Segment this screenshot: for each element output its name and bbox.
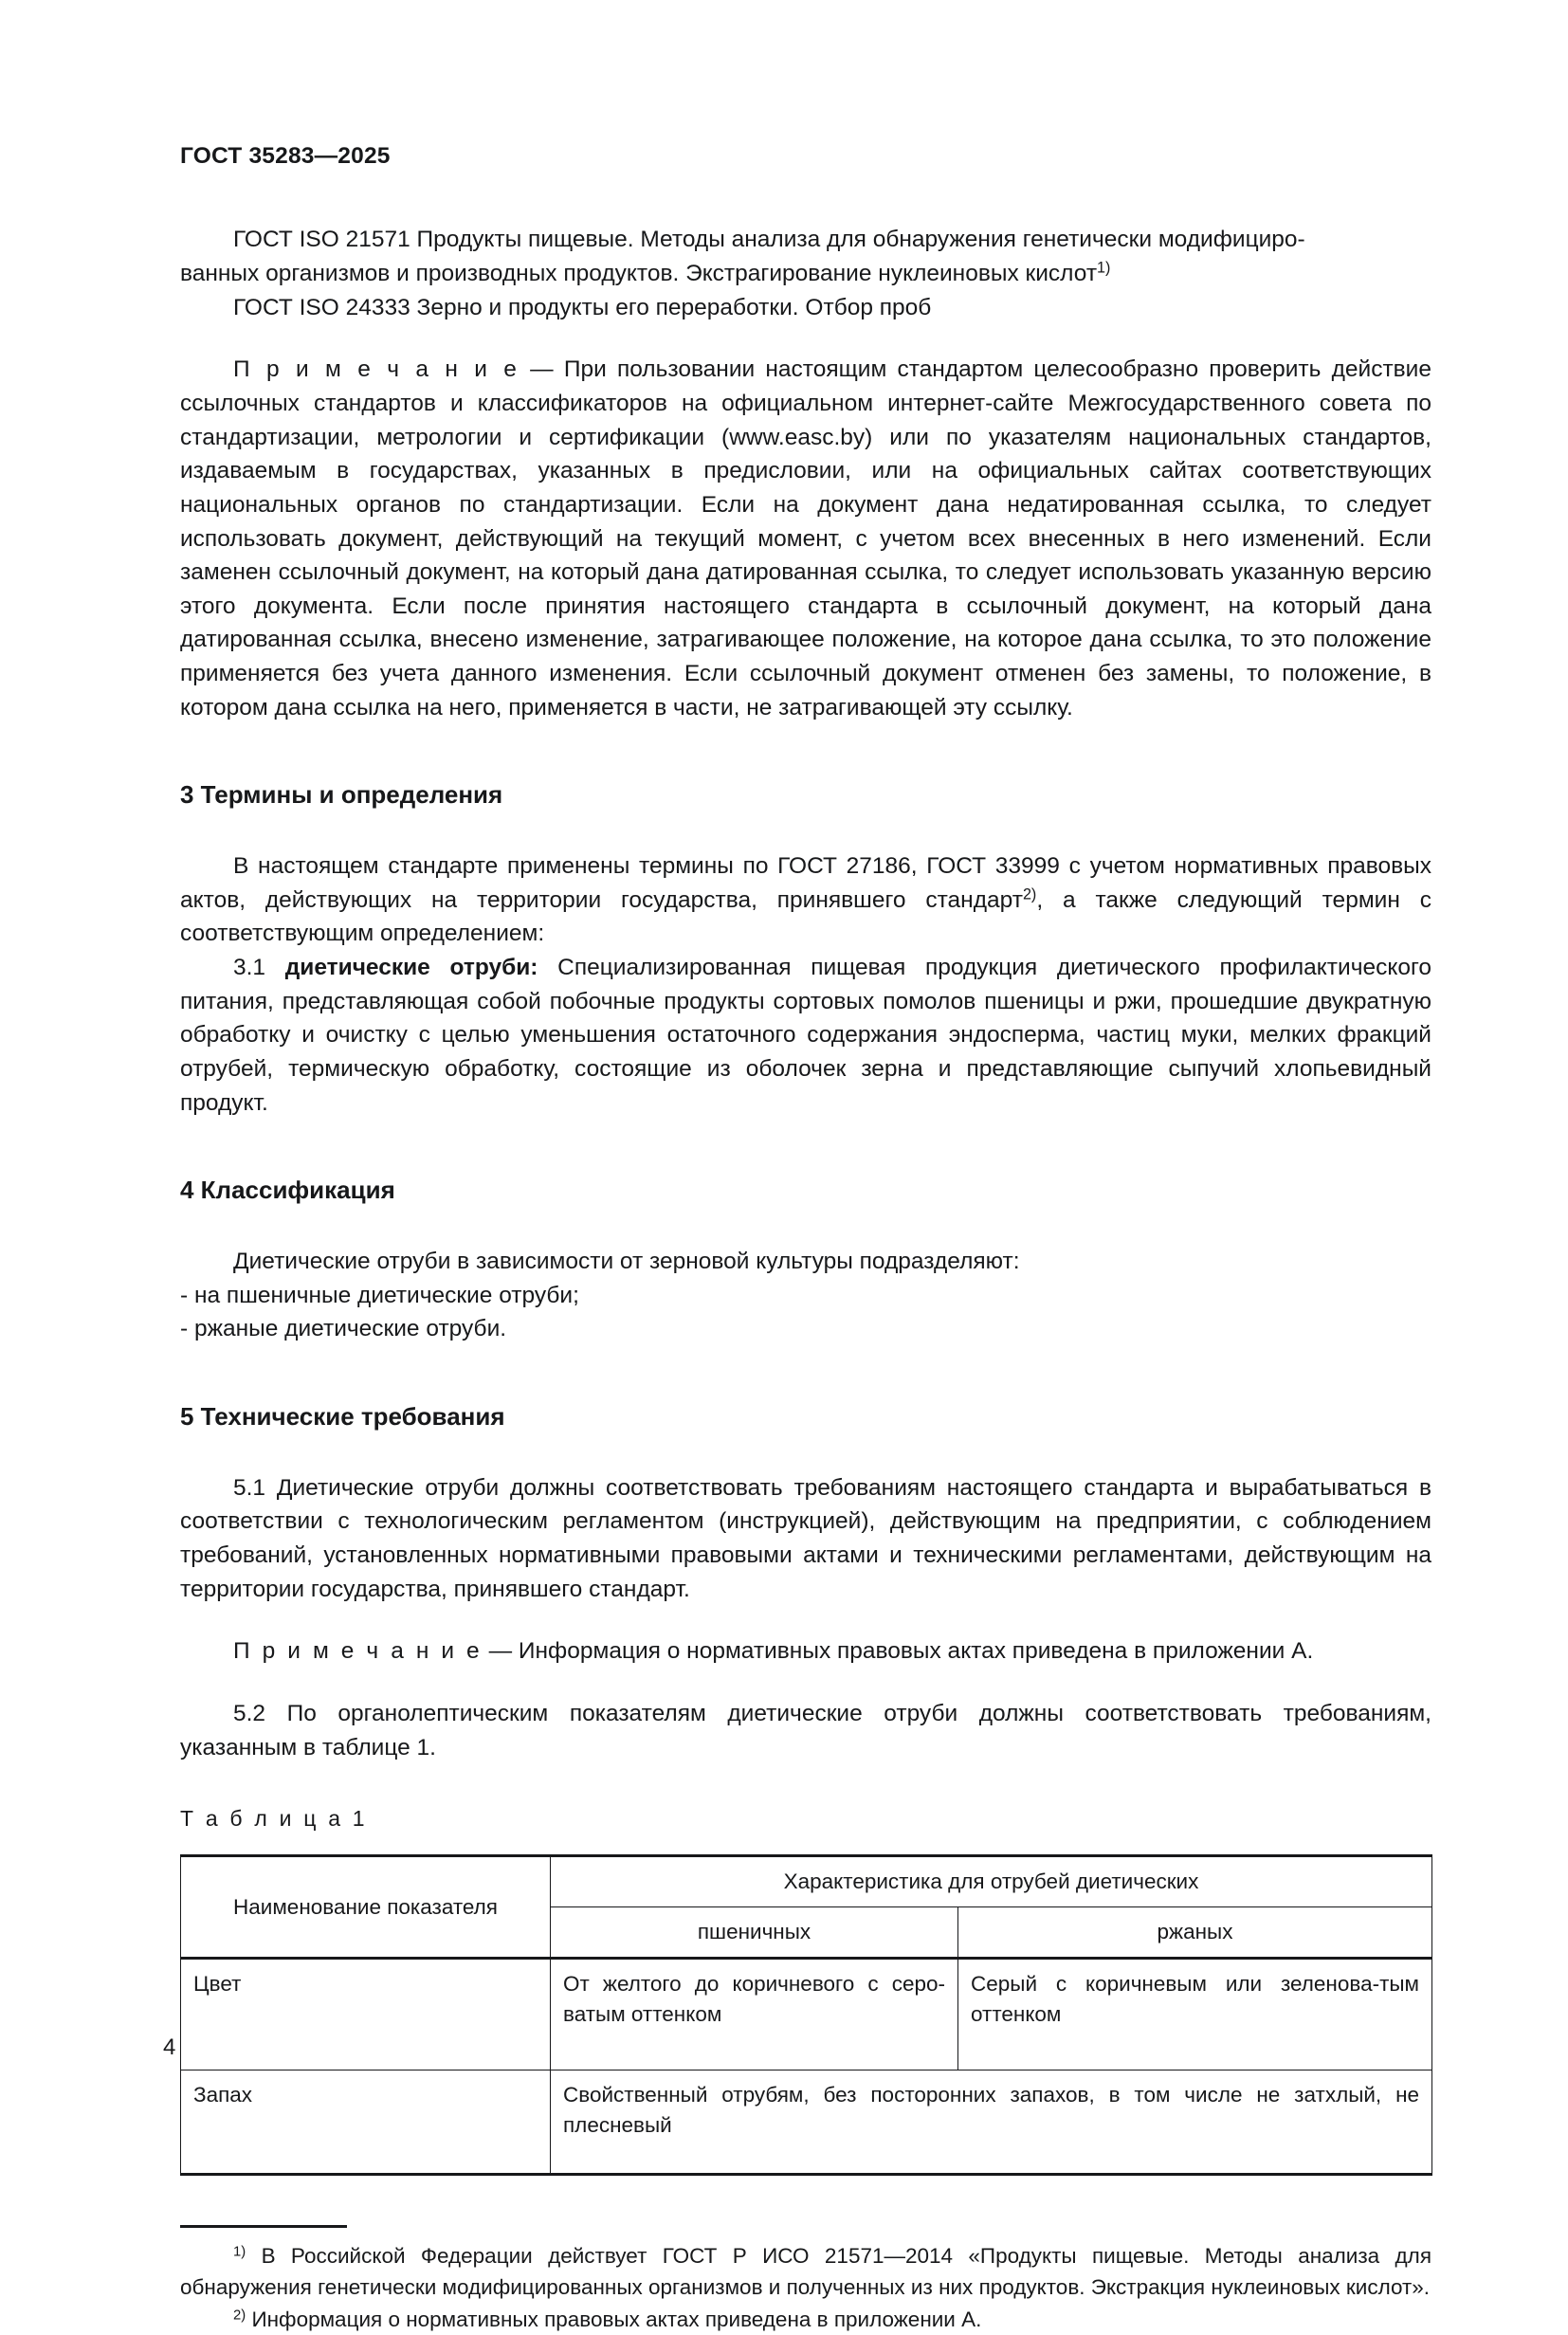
note-references (180, 353, 1431, 724)
section4-list-item-1: - на пшеничные диетические отруби; (180, 1282, 579, 1308)
clause-5-2: 5.2 По органолептическим показателям диетические отруби должны соответствовать требованиям, указанным в таблице 1. (180, 1701, 1431, 1760)
footnote-2-marker: 2) (233, 2308, 246, 2324)
note-body-2: Информация о нормативных правовых актах приведена в приложении А. (518, 1638, 1314, 1665)
term-number: 3.1 (233, 955, 285, 981)
footnote-marker-2: 2) (1022, 885, 1037, 903)
normative-reference-2: ГОСТ ISO 24333 Зерно и продукты его переработки. Отбор проб (233, 294, 932, 320)
footnote-separator-rule (180, 2225, 347, 2228)
reference-1-line-2: ванных организмов и производных продуктов. Экстрагирование нуклеиновых кислот (180, 261, 1098, 287)
document-header-standard-id: ГОСТ 35283—2025 (180, 143, 391, 169)
section3-paragraph-1 (180, 849, 1431, 951)
table-header-name: Наименование показателя (181, 1856, 551, 1959)
table-header-col-rye: ржаных (958, 1907, 1432, 1959)
table-1-organoleptic (180, 1854, 1432, 2176)
note-dash: — (520, 356, 564, 383)
normative-reference-1 (180, 223, 1431, 290)
page-content (180, 142, 1431, 2335)
clause-5-1: 5.1 Диетические отруби должны соответствовать требованиям настоящего стандарта и вырабатываться в соответствии с технологическим регламентом (инструкцией), действующим на предприятии, с соблюдением требований, установленных нормативными правовыми актами и техническими регламентами, действующим на территории государства, принявшего стандарт. (180, 1474, 1431, 1602)
table-cell-indicator-name: Цвет (181, 1959, 551, 2070)
footnote-1-text: В Российской Федерации действует ГОСТ Р ИСО 21571—2014 «Продукты пищевые. Методы анализа для обнаружения генетически модифицированных организмов и полученных из них продуктов. Экстракция нуклеиновых кислот». (180, 2244, 1431, 2299)
note-label-2: П р и м е ч а н и е (233, 1638, 483, 1665)
footnote-1-marker: 1) (233, 2244, 246, 2260)
section4-list-item-2: - ржаные диетические отруби. (180, 1316, 507, 1342)
table-row (181, 2070, 1432, 2175)
term-definition-text: Специализированная пищевая продукция диетического профилактического питания, представляющая собой побочные продукты сортовых помолов пшеницы и ржи, прошедшие двукратную обработку и очистку с целью уменьшения остаточного содержания эндосперма, частиц муки, мелких фракций отрубей, термическую обработку, состоящие из оболочек зерна и представляющие сыпучий хлопьевидный продукт. (180, 955, 1431, 1116)
section3-p1-part-b: , а также следующий термин с соответствующим определением: (180, 886, 1431, 947)
table-1-caption: Т а б л и ц а 1 (180, 1806, 368, 1832)
table-header-group: Характеристика для отрубей диетических (551, 1856, 1432, 1907)
footnote-2-text: Информация о нормативных правовых актах приведена в приложении А. (246, 2307, 982, 2331)
note-body: При пользовании настоящим стандартом целесообразно проверить действие ссылочных стандартов и классификаторов на официальном интернет-сайте Межгосударственного совета по стандартизации, метрологии и сертификации (www.easc.by) или по указателям национальных стандартов, издаваемым в государствах, указанных в предисловии, или на официальных сайтах соответствующих национальных органов по стандартизации. Если на документ дана недатированная ссылка, то следует использовать документ, действующий на текущий момент, с учетом всех внесенных в него изменений. Если заменен ссылочный документ, на который дана датированная ссылка, то следует использовать указанную версию этого документа. Если после принятия настоящего стандарта в ссылочный документ, на который дана датированная ссылка, внесено изменение, затрагивающее положение, на которое дана ссылка, то это положение применяется без учета данного изменения. Если ссылочный документ отменен без замены, то положение, в котором дана ссылка на него, применяется в части, не затрагивающей эту ссылку. (180, 356, 1431, 721)
table-cell-rye-value: Серый с коричневым или зеленова-тым оттенком (958, 1959, 1432, 2070)
section-heading-5: 5 Технические требования (180, 1402, 505, 1431)
note-clause-5-1 (180, 1634, 1431, 1669)
footnote-2 (180, 2305, 1431, 2335)
footnote-marker-1: 1) (1097, 259, 1111, 277)
reference-1-line-1: ГОСТ ISO 21571 Продукты пищевые. Методы анализа для обнаружения генетически модифициро- (233, 227, 1305, 253)
term-definition-3-1 (180, 951, 1431, 1120)
page-number: 4 (163, 2034, 176, 2060)
table-cell-span-value: Свойственный отрубям, без посторонних запахов, в том числе не затхлый, не плесневый (551, 2070, 1432, 2175)
table-header-col-wheat: пшеничных (551, 1907, 958, 1959)
table-cell-indicator-name: Запах (181, 2070, 551, 2175)
section-heading-4: 4 Классификация (180, 1176, 395, 1205)
table-cell-wheat-value: От желтого до коричневого с серо-ватым оттенком (551, 1959, 958, 2070)
section3-p1-part-a: В настоящем стандарте применены термины по ГОСТ 27186, ГОСТ 33999 с учетом нормативных правовых актов, действующих на территории государства, принявшего стандарт (180, 853, 1431, 913)
footnote-1 (180, 2241, 1431, 2303)
table-header-row-1 (181, 1856, 1432, 1907)
section4-intro: Диетические отруби в зависимости от зерновой культуры подразделяют: (233, 1249, 1020, 1275)
section-heading-3: 3 Термины и определения (180, 780, 503, 810)
note-dash-2: — (482, 1638, 519, 1665)
table-row (181, 1959, 1432, 2070)
term-name: диетические отруби: (284, 955, 538, 981)
footnote-area (180, 2225, 1431, 2335)
note-label: П р и м е ч а н и е (233, 356, 520, 383)
